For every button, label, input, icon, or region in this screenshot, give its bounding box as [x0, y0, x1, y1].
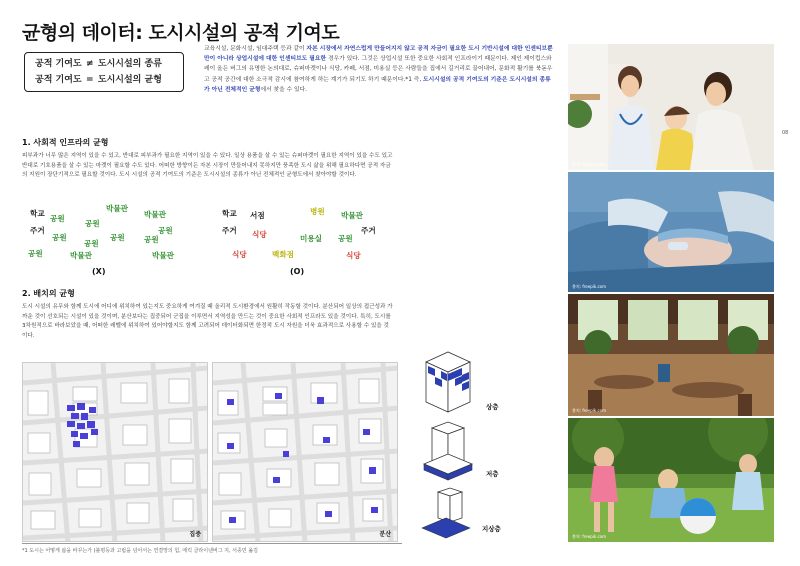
eq2-right: 도시시설의 균형 — [97, 75, 162, 85]
photo-surgery — [568, 172, 774, 292]
cloud-word: 미용실 — [300, 234, 323, 243]
building-lower-diagram — [418, 420, 478, 484]
cloud-word: 학교 — [30, 209, 45, 218]
building-upper-diagram — [418, 350, 478, 418]
cloud-word: 식당 — [252, 230, 267, 239]
map-distributed — [212, 362, 398, 542]
cloud-word: 공원 — [158, 226, 173, 235]
cloud-word: 백화점 — [272, 250, 295, 259]
cloud-word: 식당 — [346, 251, 361, 260]
photo-park — [568, 418, 774, 542]
eq1-left: 공적 기여도 — [35, 59, 82, 69]
cafe-image — [568, 294, 774, 416]
cloud-word: 학교 — [222, 209, 237, 218]
section1-body: 피부과가 너무 많은 지역이 있을 수 있고, 반대로 피부과가 필요한 지역이 있을 수 있다. 일상 용품을 살 수 있는 슈퍼마켓이 필요한 지역이 있을 수도 있고 반대로 기호용품을 살 수 있는 마켓이 필요할 수도 있다. 어떠한 방향이든 자본 시장이 만들어내지 못하지만 풍족한 도시 삶을 위해 필요하다면 공적 자금의 지원이 장단기적으로 필요할 것이다. 도시 시설의 공적 기여도의 기준은 도시시설의 종류가 아닌 전체적인 균형도에서 찾아야할 것이다. — [22, 153, 393, 179]
footnote-divider — [22, 543, 402, 544]
photo-credit: 출처: freepik.com — [572, 284, 607, 289]
photo-clinic — [568, 44, 774, 170]
cloud-word: 공원 — [52, 233, 67, 242]
photo-credit: 출처: freepik.com — [572, 162, 607, 167]
map-distributed-label: 분산 — [379, 531, 391, 538]
eq1-right: 도시시설의 종류 — [97, 59, 162, 69]
cloud-word: 박물관 — [144, 210, 167, 219]
section2-heading: 2. 배치의 균형 — [22, 289, 75, 298]
photo-cafe — [568, 294, 774, 416]
photo-credit: 출처: freepik.com — [572, 408, 607, 413]
cloud-word: 주거 — [222, 226, 237, 235]
surgery-image — [568, 172, 774, 292]
footnote: *1 도시는 어떻게 삶을 바꾸는가 (불평등과 고립을 넘어서는 연결망의 힘, 에릭 클라이넨버그 지, 서종민 옮김 — [22, 548, 258, 554]
intro-highlight-1: 자본 시장에서 자연스럽게 만들어지지 않고 공적 자금이 필요한 도시 기반시설에 대한 인센티브뿐만이 아니라 상업시설에 대한 인센티브도 필요한 — [204, 46, 553, 63]
cloud-word: 공원 — [84, 239, 99, 248]
equation-line-2 — [35, 72, 183, 88]
cloud-word: 주거 — [30, 226, 45, 235]
level-lower-label: 저층 — [486, 470, 499, 478]
equation-box — [24, 52, 184, 92]
intro-text-1: 교육시설, 문화시설, 임대주택 등과 같이 — [204, 46, 305, 52]
cloud-word: 박물관 — [70, 251, 93, 260]
good-mark: (O) — [290, 267, 305, 276]
level-upper-label: 상층 — [486, 403, 499, 411]
cloud-word: 공원 — [28, 249, 43, 258]
bad-mark: (X) — [92, 267, 106, 276]
building-ground-diagram — [418, 486, 478, 542]
clinic-image — [568, 44, 774, 170]
photo-credit: 출처: freepik.com — [572, 534, 607, 539]
eq2-op: = — [85, 75, 94, 85]
map-concentrated-graphic — [23, 363, 208, 542]
cloud-word: 박물관 — [152, 251, 175, 260]
cloud-word: 공원 — [338, 234, 353, 243]
section1-heading: 1. 사회적 인프라의 균형 — [22, 138, 109, 147]
section2-body: 도시 시설의 유무와 함께 도시에 어디에 위치하여 있는지도 중요하게 여겨질 때 올리적 도시환경에서 원활히 작동할 것이다. 분산되어 일상의 접근성과 가까운 것이 선호되는 시설이 있을 것이며, 분산보다는 집중되어 군집을 이루면서 지역성을 만드는 것이 중요한 사회적 인프라도 있을 것이다. 특히, 도시를 3차원적으로 바라보았을 때, 어떠한 레벨에 위치하여 있어야할지도 함께 고려되어 데이터화되면 한정적 도시 자원을 더욱 효과적으로 사용할 수 있을 것이다. — [22, 304, 393, 339]
eq2-left: 공적 기여도 — [35, 75, 82, 85]
equation-line-1 — [35, 56, 183, 72]
map-concentrated-label: 집중 — [189, 531, 201, 538]
intro-text-3: 에서 찾을 수 있다. — [260, 86, 308, 93]
park-image — [568, 418, 774, 542]
page-number: 08 — [782, 130, 789, 136]
cloud-word: 주거 — [361, 226, 376, 235]
cloud-word: 박물관 — [106, 204, 129, 213]
cloud-word: 병원 — [310, 207, 325, 216]
eq1-op: ≠ — [85, 59, 94, 69]
cloud-word: 공원 — [144, 235, 159, 244]
map-concentrated — [22, 362, 208, 542]
cloud-word: 공원 — [110, 233, 125, 242]
map-distributed-graphic — [213, 363, 398, 542]
cloud-word: 공원 — [50, 214, 65, 223]
cloud-word: 박물관 — [341, 211, 364, 220]
intro-highlight-2: 도시시설의 공적 기여도의 기준은 도시시설의 종류가 아닌 전체적인 균형 — [204, 76, 551, 93]
cloud-word: 식당 — [232, 250, 247, 259]
level-ground-label: 지상층 — [482, 525, 501, 533]
intro-paragraph — [204, 44, 554, 95]
cloud-word: 서점 — [250, 211, 265, 220]
page-title: 균형의 데이터: 도시시설의 공적 기여도 — [22, 22, 340, 44]
cloud-word: 공원 — [85, 219, 100, 228]
intro-text-2: 경우가 있다. 그것은 상업시설 또한 중요한 사회적 인프라이기 때문이다. 제인 제이컵스와 레이 올든 버그의 유명한 논의대로, 슈퍼마켓이나 식당, 카페, 서점, 미용실 등은 사람들을 집에서 길거리로 끌어내어, 문화적 활기를 북돋우고 공적 공간에 대한 소극적 감시에 참여하게 하는 계기가 되기도 하기 때문이다.*1 즉, — [204, 56, 553, 83]
